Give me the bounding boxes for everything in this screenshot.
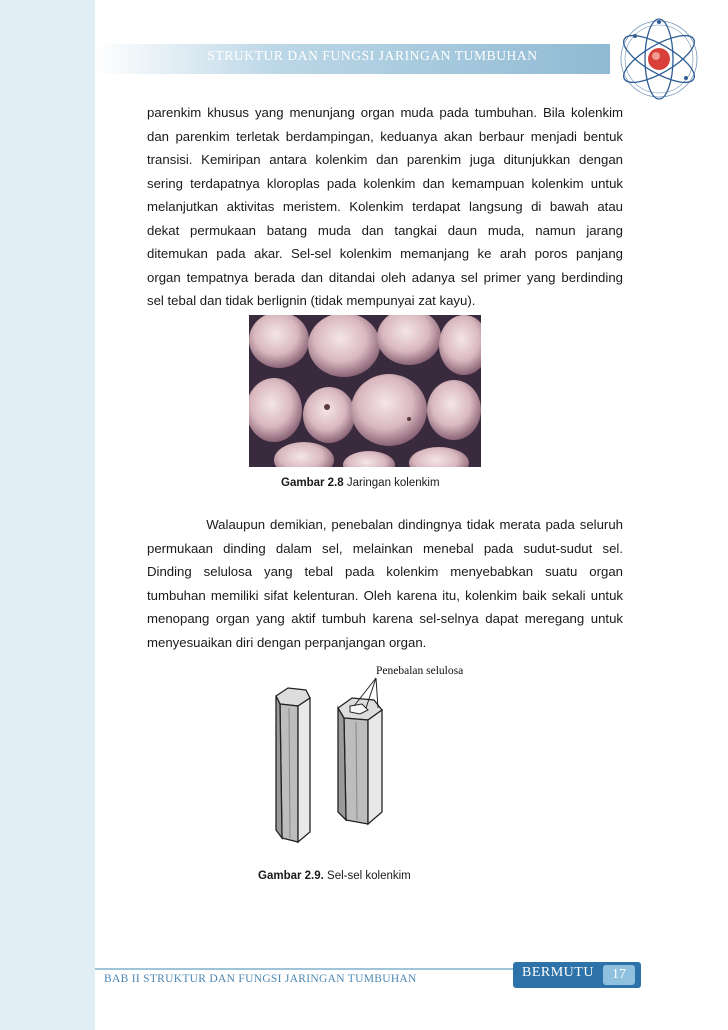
collenchyma-cells-illustration bbox=[270, 662, 482, 852]
text-line: sel tebal dan tidak berlignin (tidak mempunyai zat kayu). bbox=[147, 293, 476, 308]
footer-chapter-title: BAB II STRUKTUR DAN FUNGSI JARINGAN TUMBUHAN bbox=[104, 973, 417, 985]
text-line: dekat permukaan batang muda dan tangkai daun muda, namun jarang bbox=[147, 222, 623, 238]
text-line: menyesuaikan diri dengan perpanjangan organ. bbox=[147, 634, 427, 650]
atom-logo-icon bbox=[614, 16, 704, 102]
figure-caption-2-9 bbox=[258, 870, 411, 882]
text-line: ditemukan pada akar. Sel-sel kolenkim memanjang ke arah poros panjang bbox=[147, 246, 623, 261]
text-line: permukaan dinding dalam sel, melainkan menebal pada sudut-sudut sel. bbox=[147, 540, 623, 556]
figure-caption-2-8 bbox=[281, 477, 440, 489]
side-band bbox=[0, 0, 95, 1030]
text-line: menopang organ yang aktif tumbuh karena sel-selnya dapat meregang untuk bbox=[147, 611, 623, 626]
text-line: sering terdapatnya kloroplas pada kolenkim dan kemampuan kolenkim untuk bbox=[147, 175, 623, 191]
footer-brand: BERMUTU bbox=[522, 965, 594, 980]
text-line: Dinding selulosa yang tebal pada kolenkim menyebabkan suatu organ bbox=[147, 564, 623, 579]
text-line: parenkim khusus yang menunjang organ muda pada tumbuhan. Bila kolenkim bbox=[147, 105, 623, 120]
figure-caption-text: Jaringan kolenkim bbox=[343, 477, 440, 489]
figure-label: Gambar 2.8 bbox=[281, 477, 344, 489]
figure-caption-text: Sel-sel kolenkim bbox=[323, 870, 411, 882]
text-line: transisi. Kemiripan antara kolenkim dan parenkim juga ditunjukkan dengan bbox=[147, 152, 623, 167]
figure-label: Gambar 2.9. bbox=[258, 870, 324, 882]
annotation-label: Penebalan selulosa bbox=[376, 665, 464, 677]
paragraph-wall-thickening bbox=[147, 513, 623, 654]
text-line: organ tempatnya berada dan ditandai oleh adanya sel primer yang berdinding bbox=[147, 269, 623, 285]
text-line: Walaupun demikian, penebalan dindingnya tidak merata pada seluruh bbox=[147, 517, 623, 532]
text-line: melanjutkan aktivitas meristem. Kolenkim terdapat langsung di bawah atau bbox=[147, 199, 623, 214]
page-number: 17 bbox=[603, 965, 635, 985]
collenchyma-micrograph-image bbox=[249, 315, 481, 467]
page-header-title: STRUKTUR DAN FUNGSI JARINGAN TUMBUHAN bbox=[207, 48, 538, 63]
footer-divider bbox=[95, 968, 513, 970]
text-line: dan parenkim terletak berdampingan, keduanya akan berbaur menjadi bentuk bbox=[147, 128, 623, 144]
paragraph-collenchyma-intro bbox=[147, 101, 623, 313]
text-line: tumbuhan memiliki sifat kelenturan. Oleh karena itu, kolenkim baik sekali untuk bbox=[147, 587, 623, 603]
